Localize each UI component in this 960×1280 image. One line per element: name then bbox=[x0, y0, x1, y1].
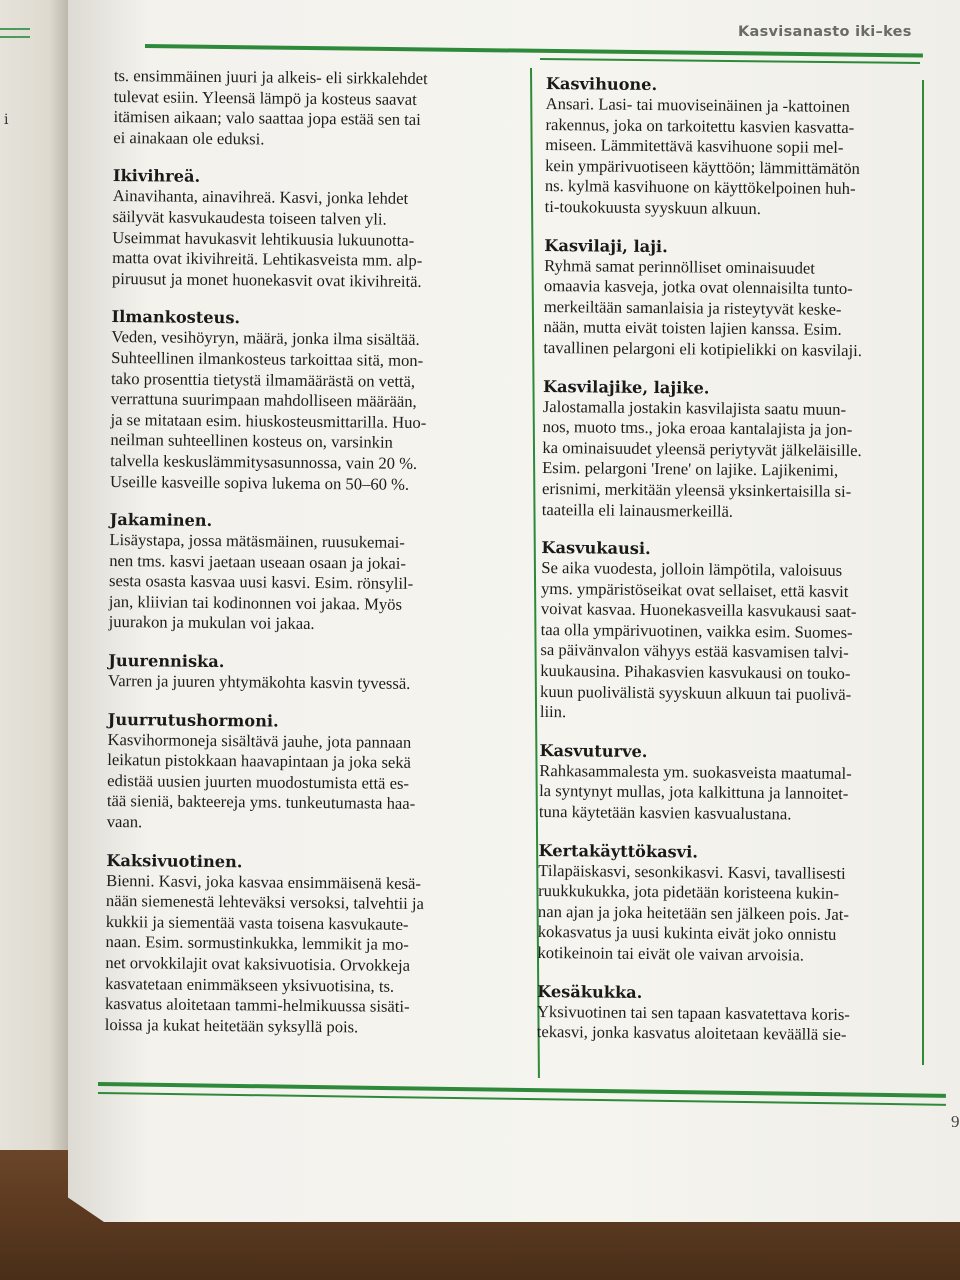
text-line: Tilapäiskasvi, sesonkikasvi. Kasvi, tavallisesti bbox=[538, 860, 846, 883]
text-line: Esim. pelargoni 'Irene' on lajike. Lajikenimi, bbox=[542, 458, 839, 481]
entry-headword: Kasvilaji, laji. bbox=[544, 235, 668, 256]
text-line: tekasvi, jonka kasvatus aloitetaan keväällä sie- bbox=[536, 1022, 847, 1045]
right-column bbox=[537, 74, 916, 1046]
entry-definition bbox=[545, 94, 916, 221]
entry-definition bbox=[112, 186, 521, 293]
text-line: kukkii ja siementää vasta toisena kasvukaute- bbox=[105, 911, 409, 934]
text-line: merkeiltään samanlaisia ja risteytyvät keske- bbox=[543, 296, 842, 319]
text-line: piruusut ja monet huonekasvit ovat ikivihreitä. bbox=[111, 268, 422, 291]
text-line: Useimmat havukasvit lehtikuusia lukuunotta- bbox=[112, 227, 415, 250]
entry-headword: Kasvihuone. bbox=[545, 74, 658, 95]
entry-headword: Kasvukausi. bbox=[541, 538, 651, 559]
left-page-fragment: i bbox=[4, 112, 9, 128]
left-page-rule bbox=[0, 36, 30, 38]
right-border bbox=[922, 80, 924, 1065]
glossary-entry bbox=[110, 307, 520, 496]
text-line: erisnimi, merkitään yleensä yksinkertaisilla si- bbox=[541, 478, 852, 501]
glossary-entry bbox=[537, 841, 908, 968]
text-line: Ryhmä samat perinnölliset ominaisuudet bbox=[544, 255, 816, 278]
glossary-entry bbox=[109, 510, 518, 637]
text-line: omaavia kasveja, jotka ovat olennaisilta tunto- bbox=[543, 276, 853, 299]
text-line: sa päivänvalon vähyys estää kasvamisen talvi- bbox=[540, 640, 849, 663]
text-line: rakennus, joka on tarkoitettu kasvien kasvatta- bbox=[545, 114, 855, 137]
text-line: Jalostamalla jostakin kasvilajista saatu muun- bbox=[542, 396, 847, 419]
text-line: nään, mutta eivät toisten lajien kanssa. Esim. bbox=[543, 317, 842, 340]
text-line: la syntynyt mullas, jota kalkittuna ja lannoitet- bbox=[539, 781, 849, 804]
glossary-entry bbox=[539, 741, 910, 826]
text-line: talvella keskuslämmitysasunnossa, vain 20 %. bbox=[110, 450, 418, 473]
text-line: voivat kasvaa. Huonekasveilla kasvukausi saat- bbox=[540, 599, 857, 622]
text-line: ns. kylmä kasvihuone on käyttökelpoinen huh- bbox=[544, 176, 856, 199]
text-line: kein ympärivuotiseen käyttöön; lämmittämätön bbox=[545, 155, 860, 178]
entry-definition bbox=[537, 861, 908, 968]
text-line: ka ominaisuudet yleensä periytyvät jälkeläisille. bbox=[542, 437, 862, 460]
text-line: ja se mitataan esim. hiuskosteusmittarilla. Huo- bbox=[110, 409, 427, 432]
text-line: nen tms. kasvi jaetaan useaan osaan ja jokai- bbox=[109, 550, 407, 573]
glossary-entry bbox=[540, 538, 912, 726]
text-line: tavallinen pelargoni eli kotipielikki on kasvilaji. bbox=[543, 337, 863, 360]
right-entries bbox=[537, 74, 916, 1046]
entry-definition bbox=[109, 530, 518, 637]
text-line: Lisäystapa, jossa mätäsmäinen, ruusukemai- bbox=[109, 530, 405, 552]
text-line: liin. bbox=[539, 702, 567, 722]
text-line: ti-toukokuusta syyskuun alkuun. bbox=[544, 196, 761, 219]
entry-headword: Kasvilajike, lajike. bbox=[542, 376, 710, 398]
entry-headword: Kertakäyttökasvi. bbox=[538, 840, 699, 862]
text-line: yms. ympäristöseikat ovat sellaiset, että kasvit bbox=[540, 578, 849, 601]
glossary-entry bbox=[542, 377, 913, 524]
entry-definition bbox=[542, 397, 913, 524]
text-line: miseen. Lämmitettävä kasvihuone sopii mel- bbox=[545, 135, 844, 158]
text-line: tuna käytetään kasvien kasvualustana. bbox=[538, 801, 792, 824]
text-line: taa olla ympärivuotinen, vaikka esim. Suomes- bbox=[540, 619, 853, 642]
text-line: säilyvät kasvukaudesta toiseen talven yli. bbox=[112, 206, 387, 229]
text-line: kuun puolivälistä syyskuun alkuun tai puolivä- bbox=[539, 681, 852, 704]
text-line: itämisen aikaan; valo saattaa jopa estää sen tai bbox=[113, 107, 421, 130]
glossary-entry bbox=[112, 166, 521, 293]
text-line: kokasvatus ja uusi kukinta eivät joko onnistu bbox=[537, 922, 837, 945]
entry-headword: Kesäkukka. bbox=[537, 981, 643, 1002]
text-line: tää sieniä, bakteereja yms. tunkeutumasta haa- bbox=[106, 791, 416, 814]
glossary-entry bbox=[108, 651, 516, 696]
text-line: matta ovat ikivihreitä. Lehtikasveista mm. alp- bbox=[112, 248, 423, 271]
text-line: taateilla eli lainausmerkeillä. bbox=[541, 499, 734, 521]
text-line: Ansari. Lasi- tai muoviseinäinen ja -kattoinen bbox=[545, 93, 850, 116]
left-entries bbox=[105, 166, 521, 1039]
text-line: verrattuna suurimpaan mahdolliseen määrään, bbox=[110, 389, 417, 412]
entry-headword: Kasvuturve. bbox=[539, 740, 648, 761]
entry-definition bbox=[539, 761, 910, 826]
entry-definition bbox=[540, 558, 912, 726]
entry-definition bbox=[105, 871, 515, 1040]
text-line: juurakon ja mukulan voi jakaa. bbox=[108, 612, 315, 634]
text-line: Useille kasveille sopiva lukema on 50–60 %. bbox=[109, 471, 410, 494]
text-line: Veden, vesihöyryn, määrä, jonka ilma sisältää. bbox=[111, 327, 420, 350]
text-line: Bienni. Kasvi, joka kasvaa ensimmäisenä kesä- bbox=[106, 870, 421, 893]
text-line: Suhteellinen ilmankosteus tarkoittaa sitä, mon- bbox=[111, 347, 424, 370]
left-page-rule bbox=[0, 28, 30, 30]
entry-headword: Jakaminen. bbox=[109, 510, 213, 531]
text-line: tulevat esiin. Yleensä lämpö ja kosteus saavat bbox=[113, 86, 417, 109]
left-page-edge bbox=[0, 0, 70, 1280]
text-line: kotikeinoin tai eivät ole vaivan arvoisia. bbox=[537, 942, 804, 965]
text-line: Kasvihormoneja sisältävä jauhe, jota pannaan bbox=[107, 729, 412, 752]
text-line: neilman suhteellinen kosteus on, varsinkin bbox=[110, 430, 394, 453]
text-line: net orvokkilajit ovat kaksivuotisia. Orvokkeja bbox=[105, 952, 411, 975]
text-line: vaan. bbox=[106, 811, 143, 832]
text-line: nos, muoto tms., joka eroaa kantalajista ja jon- bbox=[542, 417, 853, 440]
text-line: Se aika vuodesta, jolloin lämpötila, valoisuus bbox=[541, 558, 843, 580]
entry-headword: Ikivihreä. bbox=[112, 166, 201, 187]
running-head: Kasvisanasto iki–kes bbox=[738, 24, 912, 40]
glossary-entry bbox=[537, 982, 908, 1047]
glossary-entry bbox=[107, 710, 516, 837]
left-column bbox=[105, 66, 522, 1039]
text-line: kasvatus aloitetaan tammi-helmikuussa sisäti- bbox=[104, 994, 410, 1017]
entry-definition bbox=[108, 671, 516, 696]
entry-definition bbox=[537, 1002, 907, 1047]
entry-headword: Ilmankosteus. bbox=[111, 307, 241, 328]
entry-headword: Kaksivuotinen. bbox=[106, 850, 243, 871]
text-line: sesta osasta kasvaa uusi kasvi. Esim. rönsylil- bbox=[108, 571, 414, 594]
entry-headword: Juurrutushormoni. bbox=[107, 709, 279, 731]
text-line: edistää uusien juurten muodostumista että es- bbox=[107, 770, 410, 793]
text-line: Rahkasammalesta ym. suokasveista maatumal- bbox=[539, 760, 852, 783]
text-line: Ainavihanta, ainavihreä. Kasvi, jonka lehdet bbox=[112, 186, 409, 209]
entry-definition bbox=[543, 256, 914, 363]
glossary-entry bbox=[105, 851, 515, 1040]
text-line: kasvatetaan enimmäkseen yksivuotisina, ts. bbox=[105, 973, 395, 996]
entry-definition bbox=[110, 327, 520, 496]
text-line: tako prosenttia tietystä ilmamäärästä on vettä, bbox=[110, 368, 416, 391]
entry-headword: Juurenniska. bbox=[108, 651, 225, 672]
page-number: 9 bbox=[951, 1112, 960, 1131]
text-line: ts. ensimmäinen juuri ja alkeis- eli sirkkalehdet bbox=[113, 66, 428, 89]
text-line: loissa ja kukat heitetään syksyllä pois. bbox=[104, 1014, 359, 1037]
text-line: jan, kliivian tai kodinonnen voi jakaa. Myös bbox=[108, 591, 403, 614]
text-line: kuukausina. Pihakasvien kasvukausi on touko- bbox=[540, 661, 851, 684]
text-line: nään siemenestä lehteväksi versoksi, talvehtii ja bbox=[105, 891, 425, 914]
text-line: Yksivuotinen tai sen tapaan kasvatettava koris- bbox=[536, 1001, 850, 1024]
text-line: ei ainakaan ole eduksi. bbox=[113, 127, 265, 149]
text-line: naan. Esim. sormustinkukka, lemmikit ja mo- bbox=[105, 932, 409, 955]
glossary-entry bbox=[545, 74, 916, 221]
entry-definition bbox=[107, 730, 516, 837]
text-line: nan ajan ja joka heitetään sen jälkeen pois. Jat- bbox=[537, 901, 850, 924]
text-line: Varren ja juuren yhtymäkohta kasvin tyvessä. bbox=[108, 671, 411, 693]
glossary-entry bbox=[543, 236, 914, 363]
text-line: leikatun pistokkaan haavapintaan ja joka sekä bbox=[107, 750, 412, 773]
continuation-text bbox=[113, 66, 522, 152]
text-line: ruukkukukka, jota pidetään koristeena kukin- bbox=[538, 881, 840, 904]
